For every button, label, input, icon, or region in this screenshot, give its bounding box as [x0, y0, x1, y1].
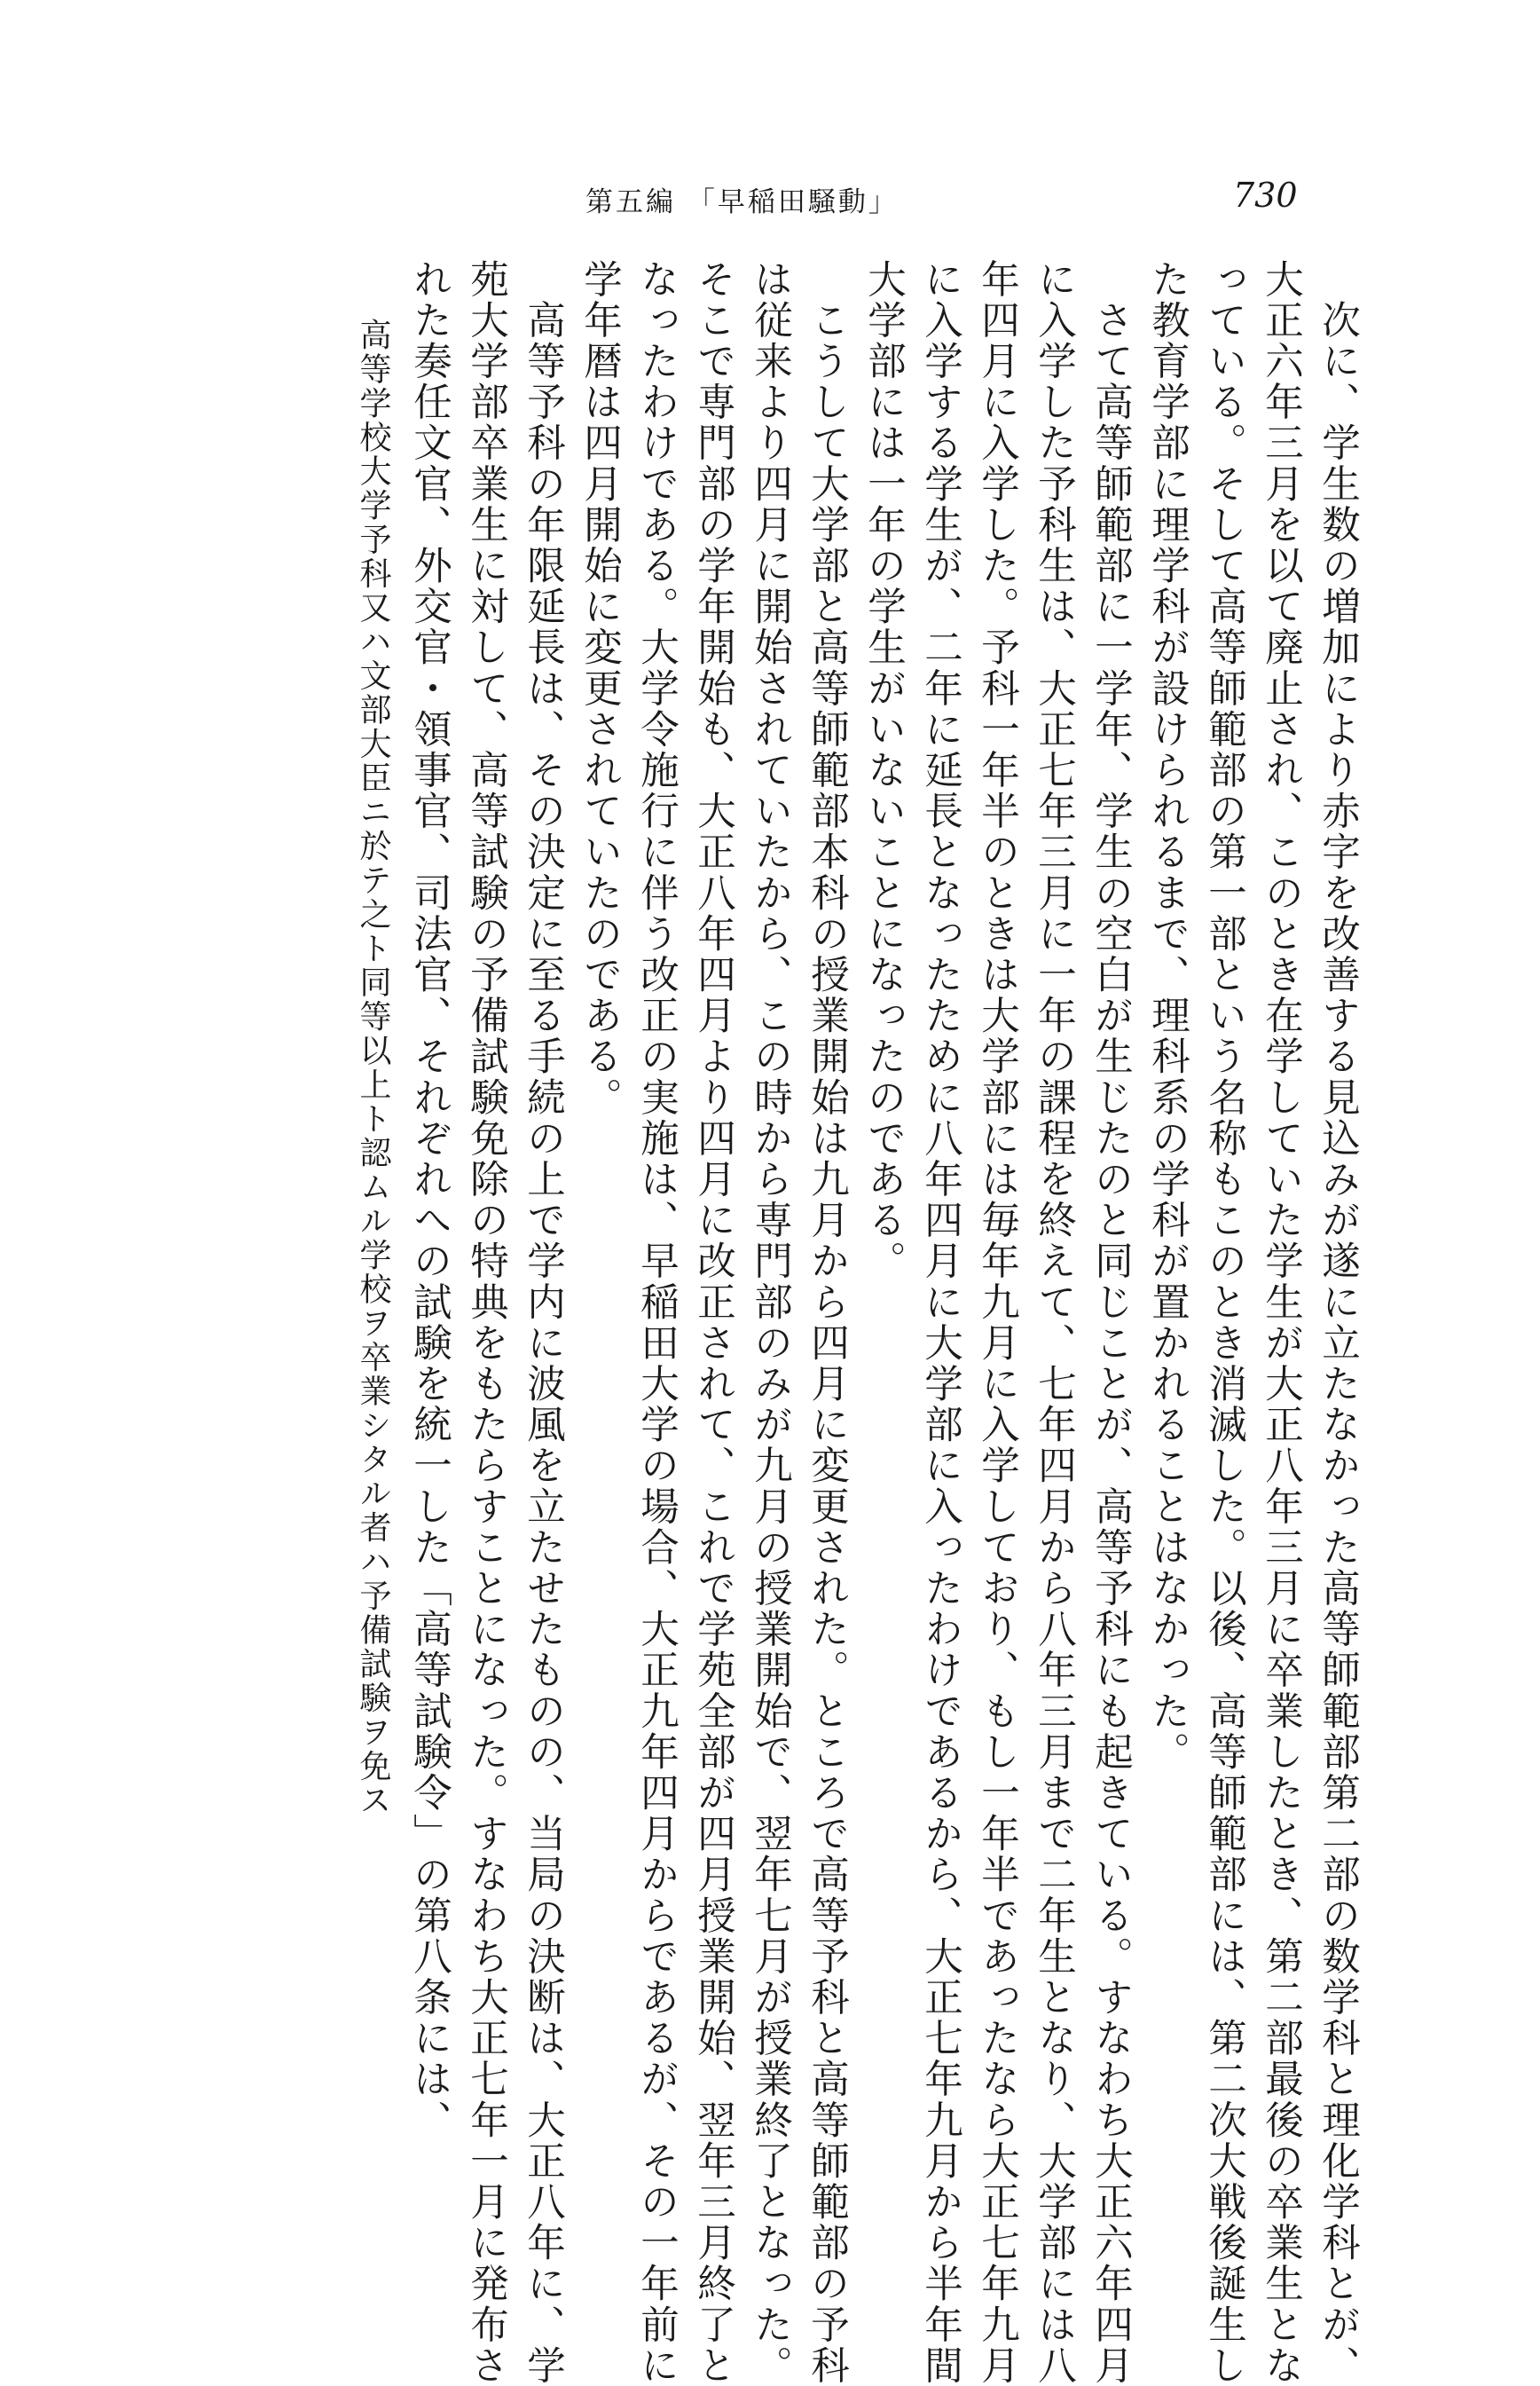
text-column: 大正六年三月を以て廃止され、このとき在学していた学生が大正八年三月に卒業したとき、第二部最後の卒業生とな	[1259, 259, 1303, 2386]
vertical-body-text	[142, 259, 1366, 2386]
text-column: 学年暦は四月開始に変更されていたのである。	[578, 259, 622, 1119]
text-column: なったわけである。大学令施行に伴う改正の実施は、早稲田大学の場合、大正九年四月からであるが、その一年前に	[634, 259, 679, 2386]
text-column: に入学した予科生は、大正七年三月に一年の課程を終えて、七年四月から八年三月まで二年生となり、大学部には八	[1032, 259, 1076, 2386]
page-number: 730	[1233, 176, 1298, 215]
text-column: 次に、学生数の増加により赤字を改善する見込みが遂に立たなかった高等師範部第二部の数学科と理化学科とが、	[1316, 259, 1360, 2386]
text-column: 大学部には一年の学生がいないことになったのである。	[861, 259, 906, 1282]
text-column: さて高等師範部に一学年、学生の空白が生じたのと同じことが、高等予科にも起きている。すなわち大正六年四月	[1088, 259, 1133, 2386]
text-column: は従来より四月に開始されていたから、この時から専門部のみが九月の授業開始で、翌年七月が授業終了となった。	[748, 259, 792, 2386]
text-column: っている。そして高等師範部の第一部という名称もこのとき消滅した。以後、高等師範部には、第二次大戦後誕生し	[1202, 259, 1246, 2386]
text-column: 高等予科の年限延長は、その決定に至る手続の上で学内に波風を立たせたものの、当局の決断は、大正八年に、学	[521, 259, 565, 2386]
text-column: 苑大学部卒業生に対して、高等試験の予備試験免除の特典をもたらすことになった。すなわち大正七年一月に発布さ	[464, 259, 508, 2386]
text-column: た教育学部に理学科が設けられるまで、理科系の学科が置かれることはなかった。	[1145, 259, 1190, 1773]
text-column: こうして大学部と高等師範部本科の授業開始は九月から四月に変更された。ところで高等予科と高等師範部の予科	[805, 259, 849, 2386]
running-header-title: 第五編 「早稲田騒動」	[585, 186, 899, 218]
text-column: そこで専門部の学年開始も、大正八年四月より四月に改正されて、これで学苑全部が四月授業開始、翌年三月終了と	[691, 259, 735, 2386]
quoted-statute-column: 高等学校大学予科又ハ文部大臣ニ於テ之ト同等以上ト認ムル学校ヲ卒業シタル者ハ予備試験ヲ免ス	[355, 284, 391, 1817]
text-column: に入学する学生が、二年に延長となったために八年四月に大学部に入ったわけであるから、大正七年九月から半年間	[918, 259, 962, 2386]
text-column: 年四月に入学した。予科一年半のときは大学部には毎年九月に入学しており、もし一年半であったなら大正七年九月	[975, 259, 1019, 2386]
text-column: れた奏任文官、外交官・領事官、司法官、それぞれへの試験を統一した「高等試験令」の第八条には、	[407, 259, 452, 2141]
